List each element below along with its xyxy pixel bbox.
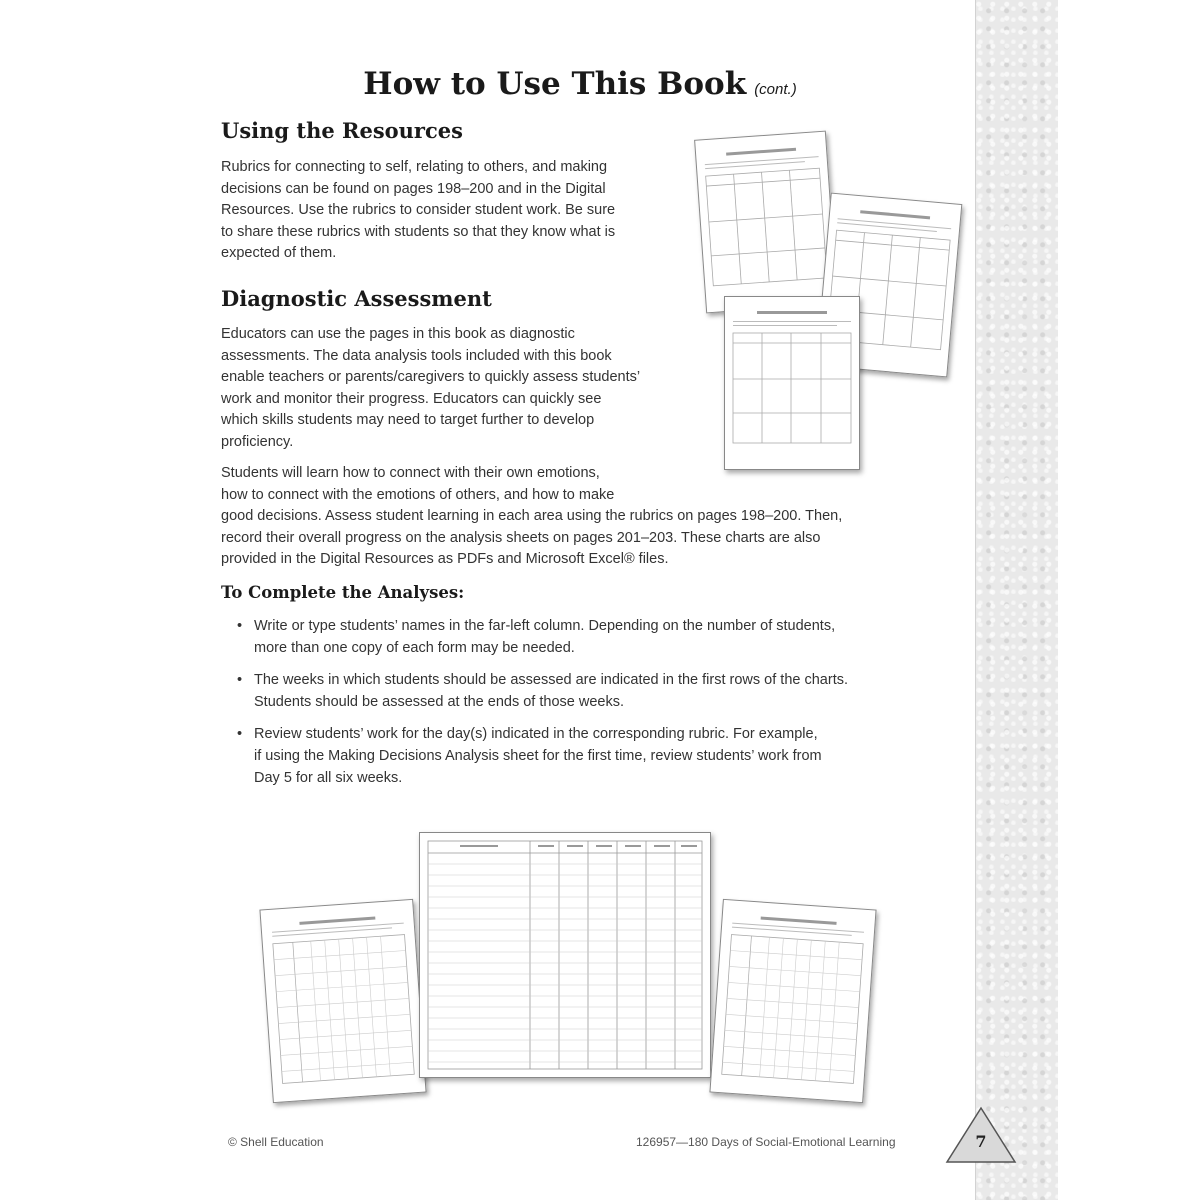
rubric-thumbnail-1 bbox=[694, 131, 838, 314]
learning-paragraph: Students will learn how to connect with their own emotions, how to connect with the emotions of others, and how to make good decisions. Assess student learning in each area using the rubrics on pages 198–200. Then, record their overall progress on the analysis sheets on pages 201–203. These charts are also provided in the Digital Resources as PDFs and Microsoft Excel® files. bbox=[221, 465, 843, 568]
title-suffix: (cont.) bbox=[754, 81, 797, 98]
list-item: • Write or type students’ names in the far-left column. Depending on the number of students, more than one copy of each form may be needed. bbox=[237, 618, 836, 656]
resources-heading: Using the Resources bbox=[221, 118, 463, 143]
page-edge-strip bbox=[975, 0, 1058, 1200]
page-number: 7 bbox=[975, 1132, 987, 1151]
page-title: How to Use This Book (cont.) bbox=[363, 66, 797, 102]
footer-book-info: 126957—180 Days of Social-Emotional Learning bbox=[636, 1135, 896, 1149]
analysis-sheet-thumbnail-left bbox=[259, 899, 426, 1103]
list-item: • The weeks in which students should be assessed are indicated in the first rows of the charts. Students should be assessed at the ends of those weeks. bbox=[237, 672, 849, 710]
analyses-list bbox=[237, 616, 949, 800]
resources-paragraph: Rubrics for connecting to self, relating to others, and making decisions can be found on pages 198–200 and in the Digital Resources. Use the rubrics to consider student work. Be sure to share these rubrics with students so that they know what is expected of them. bbox=[221, 159, 616, 262]
analysis-sheet-thumbnail-right bbox=[709, 899, 876, 1103]
bullet-icon: • bbox=[237, 672, 243, 689]
diagnostic-paragraph: Educators can use the pages in this book as diagnostic assessments. The data analysis tools included with this book enable teachers or parents/caregivers to quickly assess students’ work and monitor their progress. Educators can quickly see which skills students may need to target further to develop proficiency. bbox=[221, 326, 641, 450]
list-item: • Review students’ work for the day(s) indicated in the corresponding rubric. For example, if using the Making Decisions Analysis sheet for the first time, review students’ work from Day 5 for all six weeks. bbox=[237, 726, 822, 786]
analyses-heading: To Complete the Analyses: bbox=[221, 583, 465, 602]
bullet-icon: • bbox=[237, 726, 243, 743]
bullet-icon: • bbox=[237, 618, 243, 634]
footer-copyright: © Shell Education bbox=[228, 1135, 324, 1149]
rubric-thumbnail-3 bbox=[724, 296, 860, 470]
analysis-sheet-thumbnail-center bbox=[419, 832, 711, 1078]
diagnostic-heading: Diagnostic Assessment bbox=[221, 286, 492, 311]
